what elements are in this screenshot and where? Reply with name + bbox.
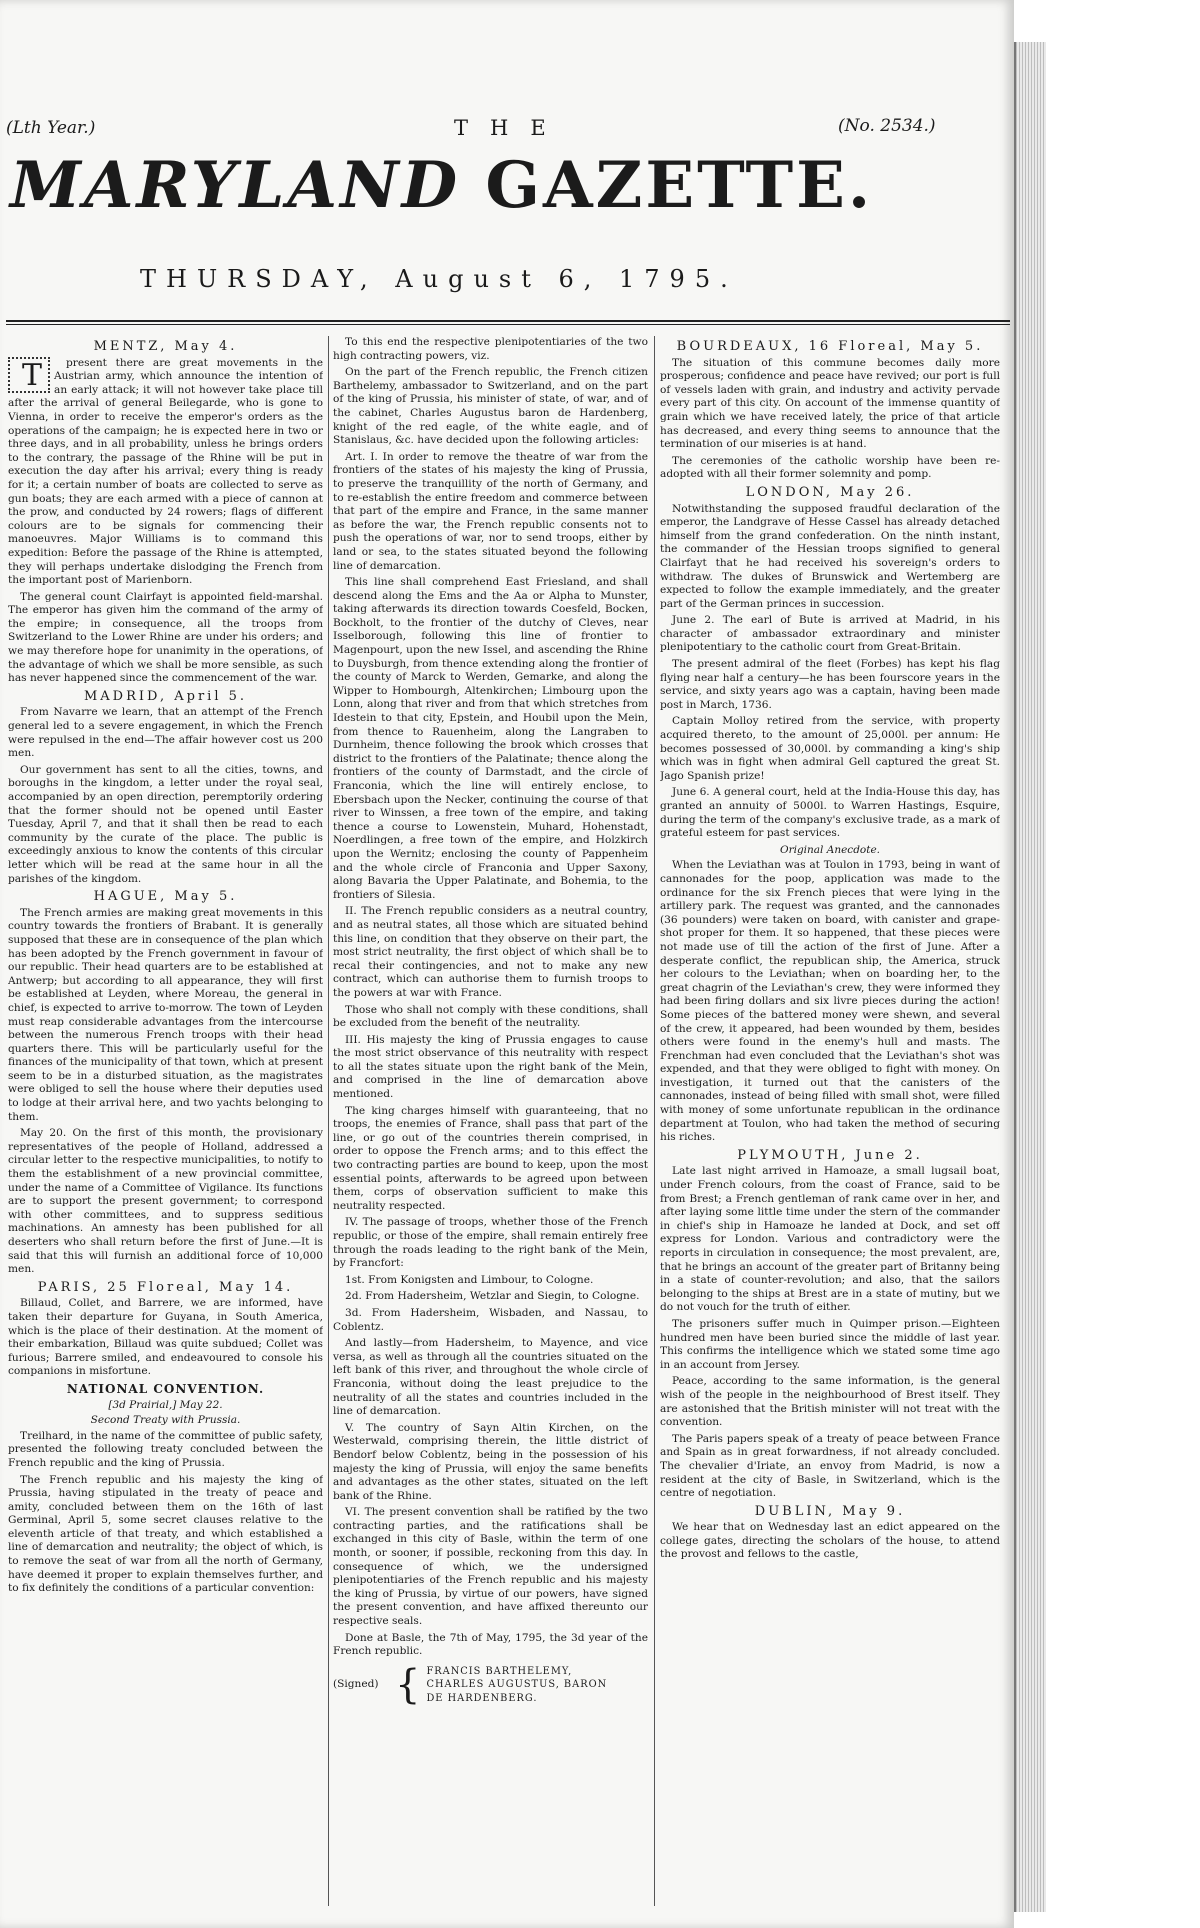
article-paragraph: The ceremonies of the catholic worship have been re-adopted with all their former solemnity and pomp. (660, 454, 1000, 481)
convention-heading: NATIONAL CONVENTION. (66, 1381, 265, 1396)
dateline-madrid: MADRID, April 5. (83, 688, 248, 704)
dateline-bourdeaux: BOURDEAUX, 16 Floreal, May 5. (676, 339, 984, 354)
signature-block (333, 1662, 648, 1709)
article-paragraph: And lastly—from Hadersheim, to Mayence, and vice versa, as well as through all the countries situated on the left bank of this river, and throughout the whole circle of Franconia, without doing the least prejudice to the neutrality of all the states and countries included in the line of demarcation. (333, 1337, 648, 1418)
dateline-hague: HAGUE, May 5. (93, 889, 238, 905)
article-paragraph: June 6. A general court, held at the India-House this day, has granted an annuity of 5000l. to Warren Hastings, Esquire, during the term of the company's exclusive trade, as a mark of grateful esteem for past services. (660, 786, 1000, 840)
article-paragraph: Tpresent there are great movements in the Austrian army, which announce the intention of an early attack; it will not however take place till after the arrival of general Beilegarde, who is gone to Vienna, in order to receive the emperor's orders as the operations of the campaign; he is expected here in two or three days, and in all probability, unless he brings orders to the contrary, the passage of the Rhine will be put in execution the day after his arrival; every thing is ready for it; a certain number of boats are collected to serve as gun boats; they are each armed with a piece of cannon at the prow, and conducted by 24 rowers; flags of different colours are to be signals for commencing their manoeuvres. Major Williams is to command this expedition: Before the passage of the Rhine is attempted, they will perhaps undertake dislodging the French from the important post of Marienborn. (8, 356, 323, 587)
article-paragraph: Those who shall not comply with these conditions, shall be excluded from the benefit of the neutrality. (333, 1003, 648, 1030)
article-paragraph: The present admiral of the fleet (Forbes) has kept his flag flying near half a century—he has been fourscore years in the service, and sixty years ago was a captain, having been made post in March, 1736. (660, 658, 1000, 711)
article-paragraph: Peace, according to the same information, is the general wish of the people in the neighbourhood of Brest itself. They are astonished that the British minister will not treat with the convention. (660, 1375, 1000, 1429)
dateline-london: LONDON, May 26. (745, 484, 915, 500)
article-paragraph: Notwithstanding the supposed fraudful declaration of the emperor, the Landgrave of Hesse Cassel has already detached himself from the grand confederation. On the ninth instant, the commander of the Hessian troops signified to general Clairfayt that he had received his sovereign's orders to withdraw. The dukes of Brunswick and Wertemberg are expected to follow the example immediately, and the greater part of the German princes in succession. (660, 502, 1000, 610)
year-label: (Lth Year.) (6, 118, 96, 138)
article-paragraph: Treilhard, in the name of the committee of public safety, presented the following treaty concluded between the French republic and the king of Prussia. (8, 1429, 323, 1469)
signatory: FRANCIS BARTHELEMY, (426, 1665, 573, 1677)
page-edge-stack (1014, 42, 1046, 1912)
title-maryland: MARYLAND (10, 148, 461, 223)
article-paragraph: Our government has sent to all the cities, towns, and boroughs in the kingdom, a letter under the royal seal, accompanied by an open direction, peremptorily ordering that the former should not be opened until Easter Tuesday, April 7, and that it shall then be read to each community by the curate of the place. The public is exceedingly anxious to know the contents of this circular letter which will be read at the same hour in all the parishes of the kingdom. (8, 763, 323, 885)
anecdote-heading: Original Anecdote. (779, 843, 881, 856)
issue-number: (No. 2534.) (838, 116, 936, 136)
column-separator (654, 336, 655, 1906)
title-gazette: GAZETTE. (485, 148, 874, 223)
dateline-dublin: DUBLIN, May 9. (754, 1503, 906, 1519)
article-paragraph: The French armies are making great movements in this country towards the frontiers of Brabant. It is generally supposed that these are in consequence of the plan which has been adopted by the French government in favour of our republic. Their head quarters are to be established at Antwerp; but according to all appearance, they will first be established at Leyden, where Moreau, the general in chief, is expected to arrive to-morrow. The town of Leyden must reap considerable advantages from the intercourse between the numerous French troops with their head quarters there. This will be particularly useful for the finances of the municipality of that town, which at present seem to be in a disturbed situation, as the magistrates were obliged to sell the house where their deputies used to lodge at their arrival here, and two yachts belonging to them. (8, 906, 323, 1123)
masthead (0, 100, 1014, 330)
article-paragraph: The situation of this commune becomes daily more prosperous; confidence and peace have revived; our port is full of vessels laden with grain, and industry and activity pervade every part of this city. On account of the immense quantity of grain which we have received lately, the price of that article has decreased, and every thing seems to announce that the termination of our miseries is at hand. (660, 356, 1000, 451)
signatory: CHARLES AUGUSTUS, BARON (426, 1679, 608, 1691)
article-paragraph: When the Leviathan was at Toulon in 1793, being in want of cannonades for the poop, application was made to the ordinance for the six French pieces that were lying in the artillery park. The request was granted, and the cannonades (36 pounders) were taken on board, with canister and grape-shot proper for them. It so happened, that these pieces were not made use of till the action of the first of June. After a desperate conflict, the republican ship, the America, struck her colours to the Leviathan; when on boarding her, to the great chagrin of the Leviathan's crew, they were informed they had been firing dollars and six livre pieces during the action! Some pieces of the battered money were shewn, and several of the crew, it appeared, had been wounded by them, besides others were found in the enemy's hull and masts. The Frenchman had even concluded that the Leviathan's shot was expended, and that they were obliged to fight with money. On investigation, it turned out that the canisters of the cannonades, instead of being filled with small shot, were filled with money of some unfortunate republican in the ordinance department at Toulon, who had taken the method of securing his riches. (660, 859, 1000, 1144)
column-3 (660, 336, 1000, 1916)
article-paragraph: On the part of the French republic, the French citizen Barthelemy, ambassador to Switzerland, and on the part of the king of Prussia, his minister of state, of war, and of the cabinet, Charles Augustus baron de Hardenberg, knight of the red eagle, of the white eagle, and of Stanislaus, &c. have decided upon the following articles: (333, 366, 648, 447)
article-paragraph: Art. I. In order to remove the theatre of war from the frontiers of the states of his majesty the king of Prussia, to preserve the tranquillity of the north of Germany, and to re-establish the entire freedom and commerce between that part of the empire and France, in the same manner as before the war, the French republic consents not to push the operations of war, nor to send troops, either by land or sea, to the states situated beyond the following line of demarcation. (333, 450, 648, 572)
convention-date: [3d Prairial,] May 22. (108, 1398, 223, 1411)
article-paragraph: To this end the respective plenipotentiaries of the two high contracting powers, viz. (333, 336, 648, 362)
dateline-paris: PARIS, 25 Floreal, May 14. (37, 1279, 294, 1295)
article-paragraph: Captain Molloy retired from the service, with property acquired thereto, to the amount of 25,000l. per annum: He becomes possessed of 30,000l. by commanding a king's ship which was in fight when admiral Gell captured the great St. Jago Spanish prize! (660, 715, 1000, 782)
the-label: THE (454, 116, 568, 140)
signatory: DE HARDENBERG. (426, 1693, 538, 1704)
brace-glyph: { (395, 1662, 421, 1709)
convention-subtitle: Second Treaty with Prussia. (90, 1414, 241, 1427)
article-paragraph: The Paris papers speak of a treaty of peace between France and Spain as in great forwardness, if not already concluded. The chevalier d'Iriate, an envoy from Madrid, is now a resident at the city of Basle, in Switzerland, which is the centre of negotiation. (660, 1432, 1000, 1500)
article-paragraph: IV. The passage of troops, whether those of the French republic, or those of the empire, shall remain entirely free through the roads leading to the right bank of the Mein, by Francfort: (333, 1216, 648, 1270)
article-paragraph: We hear that on Wednesday last an edict appeared on the college gates, directing the scholars of the house, to attend the provost and fellows to the castle, (660, 1521, 1000, 1561)
article-paragraph: III. His majesty the king of Prussia engages to cause the most strict observance of this neutrality with respect to all the states situate upon the right bank of the Mein, and comprised in the line of demarcation above mentioned. (333, 1033, 648, 1101)
article-paragraph: This line shall comprehend East Friesland, and shall descend along the Ems and the Aa or Alpha to Munster, taking afterwards its direction towards Coesfeld, Bocken, Bockholt, to the frontier of the dutchy of Cleves, near Isselborough, following this line of frontier to Magenpourt, upon the new Issel, and ascending the Rhine to Duysburgh, from thence extending along the frontier of the county of Marck to Werden, Gemarke, and along the Wipper to Hombourgh, Altenkirchen; Limbourg upon the Lonn, along that river and from that which stretches from Idestein to that city, Epstein, and Houbil upon the Mein, from thence to Rauenheim, along the Langraben to Durnheim, thence following the brook which crosses that district to the frontiers of the Palatinate; thence along the frontiers of the county of Darmstadt, and the circle of Franconia, which the line will entirely enclose, to Ebersbach upon the Necker, continuing the course of that river to Winssen, a free town of the empire, and taking thence a course to Lowenstein, Muhard, Hohenstadt, Noerdlingen, a free town of the empire, and Holzkirch upon the Wernitz; enclosing the county of Pappenheim and the whole circle of Franconia and Upper Saxony, along Bavaria the Upper Palatinate, and Bohemia, to the frontiers of Silesia. (333, 576, 648, 901)
article-paragraph: Done at Basle, the 7th of May, 1795, the 3d year of the French republic. (333, 1631, 648, 1658)
column-2 (333, 336, 648, 1916)
article-paragraph: The general count Clairfayt is appointed field-marshal. The emperor has given him the command of the army of the empire; in consequence, all the troops from Switzerland to the Lower Rhine are under his orders; and we may therefore hope for unanimity in the operations, of the advantage of which we shall be more sensible, as such has never happened since the commencement of the war. (8, 590, 323, 685)
article-paragraph: Late last night arrived in Hamoaze, a small lugsail boat, under French colours, from the coast of France, said to be from Brest; a French gentleman of rank came over in her, and after laying some little time under the stern of the commander in chief's ship in Hamoaze he landed at Dock, and set off express for London. Various and contradictory were the reports in circulation in consequence; the most prevalent, are, that he brings an account of the greater part of Britanny being in a state of counter-revolution; and also, that the sailors belonging to the ships at Brest are in a state of mutiny, but we do not vouch for the truth of either. (660, 1165, 1000, 1314)
article-paragraph: 3d. From Hadersheim, Wisbaden, and Nassau, to Coblentz. (333, 1306, 648, 1333)
article-paragraph: May 20. On the first of this month, the provisionary representatives of the people of Holland, addressed a circular letter to the respective municipalities, to notify to them the establishment of a new provincial committee, under the name of a Committee of Vigilance. Its functions are to support the present government; to correspond with other committees, and to suppress seditious machinations. An amnesty has been published for all deserters who shall return before the first of June.—It is said that this will furnish an additional force of 10,000 men. (8, 1127, 323, 1276)
column-1 (8, 336, 323, 1916)
dateline-mentz: MENTZ, May 4. (93, 339, 238, 354)
article-paragraph: 2d. From Hadersheim, Wetzlar and Siegin, to Cologne. (345, 1290, 640, 1303)
article-paragraph: June 2. The earl of Bute is arrived at Madrid, in his character of ambassador extraordinary and minister plenipotentiary to the catholic court from Great-Britain. (660, 614, 1000, 654)
article-paragraph: II. The French republic considers as a neutral country, and as neutral states, all those which are situated behind this line, on condition that they observe on their part, the most strict neutrality, the first object of which shall be to recal their contingencies, and not to make any new contract, which can authorise them to furnish troops to the powers at war with France. (333, 905, 648, 999)
article-paragraph: The prisoners suffer much in Quimper prison.—Eighteen hundred men have been buried since the middle of last year. This confirms the intelligence which we stated some time ago in an account from Jersey. (660, 1317, 1000, 1371)
dateline: THURSDAY, August 6, 1795. (140, 265, 738, 293)
signatory-names (426, 1665, 607, 1706)
article-paragraph: The king charges himself with guaranteeing, that no troops, the enemies of France, shall pass that part of the line, or go out of the countries therein comprised, in order to oppose the French arms; and to this effect the two contracting parties are bound to keep, upon the most essential points, afterwards to be agreed upon between them, corps of observation sufficient to make this neutrality respected. (333, 1104, 648, 1212)
article-paragraph: 1st. From Konigsten and Limbour, to Cologne. (345, 1273, 594, 1286)
article-paragraph: V. The country of Sayn Altin Kirchen, on the Westerwald, comprising therein, the little district of Bendorf below Coblentz, being in the possession of his majesty the king of Prussia, will enjoy the same benefits and advantages as the other states, situated on the left bank of the Rhine. (333, 1421, 648, 1502)
article-paragraph: VI. The present convention shall be ratified by the two contracting parties, and the ratifications shall be exchanged in this city of Basle, within the term of one month, or sooner, if possible, reckoning from this day. In consequence of which, we the undersigned plenipotentiaries of the French republic and his majesty the king of Prussia, by virtue of our powers, have signed the present convention, and have affixed thereunto our respective seals. (333, 1506, 648, 1628)
header-rule-thin (6, 324, 1010, 325)
article-paragraph: Billaud, Collet, and Barrere, we are informed, have taken their departure for Guyana, in South America, which is the place of their destination. At the moment of their embarkation, Billaud was quite subdued; Collet was furious; Barrere smiled, and endeavoured to console his companions in misfortune. (8, 1297, 323, 1378)
newspaper-title (10, 150, 1010, 222)
dateline-plymouth: PLYMOUTH, June 2. (737, 1147, 923, 1163)
header-rule (6, 320, 1010, 322)
article-paragraph: The French republic and his majesty the king of Prussia, having stipulated in the treaty of peace and amity, concluded between them on the 16th of last Germinal, April 5, some secret clauses relative to the eleventh article of that treaty, and which established a line of demarcation and neutrality; the object of which, is to remove the seat of war from all the north of Germany, have deemed it proper to explain themselves further, and to fix definitely the conditions of a particular convention: (8, 1473, 323, 1595)
article-paragraph: From Navarre we learn, that an attempt of the French general led to a severe engagement, in which the French were repulsed in the end—The affair however cost us 200 men. (8, 706, 323, 760)
signed-label: (Signed) (333, 1678, 379, 1691)
column-separator (328, 336, 329, 1906)
